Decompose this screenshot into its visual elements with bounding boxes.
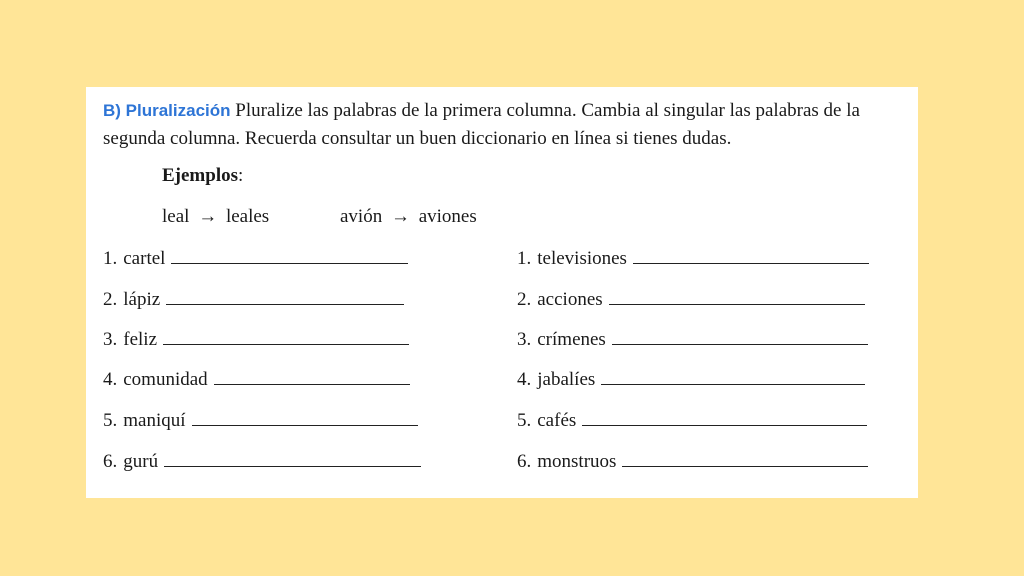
example-plural: leales: [225, 206, 270, 227]
examples-title-colon: :: [238, 165, 244, 186]
item-a-1: [103, 245, 408, 271]
instructions-text: Pluralize las palabras de la primera columna. Cambia al singular las palabras de la segunda columna. Recuerda consultar un buen diccionario en línea si tienes dudas.: [103, 100, 860, 149]
answer-blank[interactable]: [622, 448, 868, 467]
item-number: 2.: [103, 289, 118, 310]
item-word: comunidad: [123, 369, 208, 390]
example-2: [340, 205, 477, 229]
item-number: 3.: [517, 329, 532, 350]
item-word: jabalíes: [537, 369, 596, 390]
item-word: televisiones: [537, 248, 627, 269]
answer-blank[interactable]: [601, 366, 865, 385]
item-word: crímenes: [537, 329, 606, 350]
item-word: monstruos: [537, 451, 617, 472]
answer-blank[interactable]: [171, 245, 408, 264]
item-word: cafés: [537, 410, 577, 431]
item-number: 5.: [103, 410, 118, 431]
arrow-icon: →: [198, 206, 218, 227]
example-plural: aviones: [418, 206, 477, 227]
answer-blank[interactable]: [166, 286, 404, 305]
item-number: 4.: [517, 369, 532, 390]
item-word: gurú: [123, 451, 159, 472]
section-label: B) Pluralización: [103, 101, 231, 120]
item-b-3: [517, 326, 868, 352]
item-b-5: [517, 407, 867, 433]
answer-blank[interactable]: [612, 326, 868, 345]
answer-blank[interactable]: [192, 407, 418, 426]
answer-blank[interactable]: [633, 245, 869, 264]
item-number: 1.: [517, 248, 532, 269]
item-word: acciones: [537, 289, 603, 310]
item-a-6: [103, 448, 421, 474]
answer-blank[interactable]: [582, 407, 867, 426]
item-word: lápiz: [123, 289, 161, 310]
item-b-2: [517, 286, 865, 312]
example-singular: leal: [162, 206, 190, 227]
item-number: 6.: [103, 451, 118, 472]
item-b-1: [517, 245, 869, 271]
item-a-4: [103, 366, 410, 392]
item-word: cartel: [123, 248, 166, 269]
item-number: 2.: [517, 289, 532, 310]
examples-heading: [162, 164, 243, 188]
arrow-icon: →: [390, 206, 410, 227]
item-word: maniquí: [123, 410, 186, 431]
exercise-card: [86, 87, 918, 498]
answer-blank[interactable]: [164, 448, 421, 467]
examples-title-text: Ejemplos: [162, 165, 238, 186]
item-number: 5.: [517, 410, 532, 431]
item-a-5: [103, 407, 418, 433]
item-b-4: [517, 366, 865, 392]
item-a-3: [103, 326, 409, 352]
answer-blank[interactable]: [214, 366, 410, 385]
item-b-6: [517, 448, 868, 474]
item-number: 3.: [103, 329, 118, 350]
item-number: 4.: [103, 369, 118, 390]
item-number: 6.: [517, 451, 532, 472]
item-a-2: [103, 286, 404, 312]
item-word: feliz: [123, 329, 158, 350]
example-1: [162, 205, 269, 229]
answer-blank[interactable]: [609, 286, 865, 305]
example-singular: avión: [340, 206, 383, 227]
item-number: 1.: [103, 248, 118, 269]
instructions-paragraph: [103, 97, 903, 153]
answer-blank[interactable]: [163, 326, 409, 345]
